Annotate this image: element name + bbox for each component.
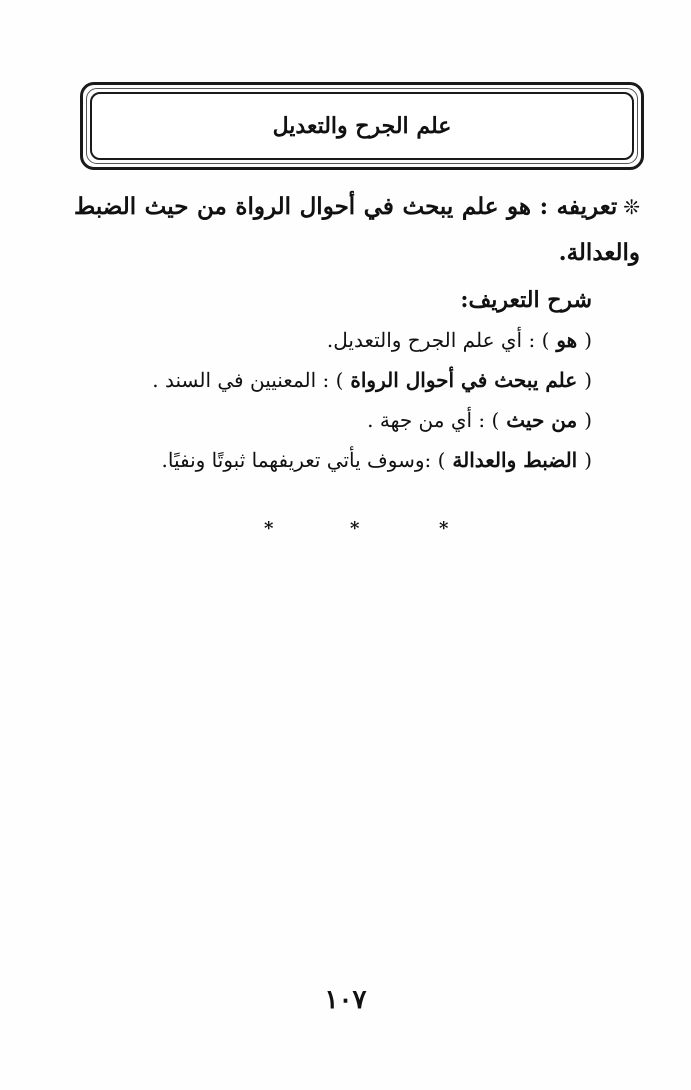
separator-star: *	[439, 518, 449, 539]
explanation-item	[74, 360, 592, 400]
open-paren: (	[584, 408, 592, 432]
explanation-item	[74, 320, 592, 360]
explanation-term: علم يبحث في أحوال الرواة	[343, 368, 585, 392]
explanation-term: هو	[549, 328, 585, 352]
chapter-title: علم الجرح والتعديل	[272, 113, 452, 139]
explanation-text: : المعنيين في السند .	[152, 368, 336, 392]
explanation-text: : أي علم الجرح والتعديل.	[326, 328, 542, 352]
explanation-text: :وسوف يأتي تعريفهما ثبوتًا ونفيًا.	[161, 448, 438, 472]
bullet-ornament-icon: ❊	[623, 195, 640, 219]
section-separator	[0, 518, 691, 542]
explanation-term: من حيث	[499, 408, 585, 432]
close-paren: )	[437, 448, 446, 472]
content-body	[74, 184, 640, 480]
close-paren: )	[541, 328, 550, 352]
title-inner-border	[90, 92, 634, 160]
explanation-item	[74, 440, 592, 480]
page-number: ١٠٧	[324, 985, 367, 1015]
separator-star: *	[264, 518, 274, 539]
explanation-text: : أي من جهة .	[367, 408, 492, 432]
open-paren: (	[584, 328, 592, 352]
explanation-block	[74, 280, 640, 480]
definition-paragraph	[74, 184, 640, 276]
close-paren: )	[491, 408, 500, 432]
explanation-heading: شرح التعريف:	[460, 287, 592, 313]
title-frame	[80, 82, 644, 170]
open-paren: (	[584, 368, 592, 392]
close-paren: )	[335, 368, 344, 392]
explanation-term: الضبط والعدالة	[445, 448, 585, 472]
definition-text: تعريفه : هو علم يبحث في أحوال الرواة من حيث الضبط والعدالة.	[74, 193, 640, 266]
separator-star: *	[350, 518, 360, 539]
open-paren: (	[584, 448, 592, 472]
explanation-item	[74, 400, 592, 440]
